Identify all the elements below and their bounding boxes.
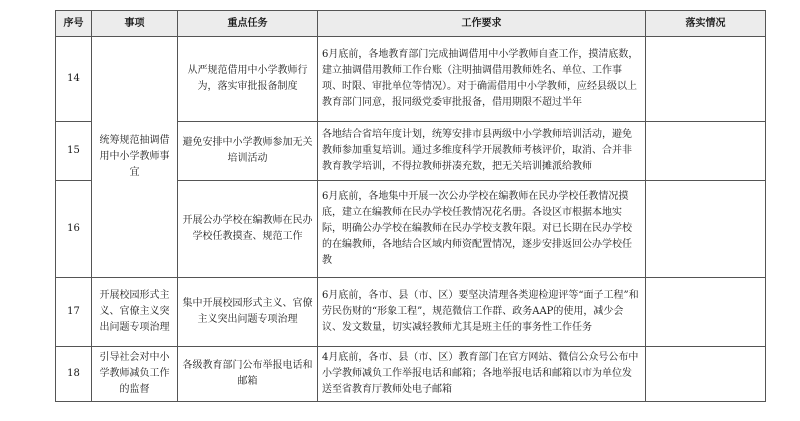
status-cell — [646, 122, 766, 181]
header-no: 序号 — [56, 11, 92, 37]
status-cell — [646, 278, 766, 347]
row-number: 18 — [56, 347, 92, 402]
row-number: 16 — [56, 181, 92, 278]
row-number: 14 — [56, 37, 92, 122]
task-cell: 避免安排中小学教师参加无关培训活动 — [178, 122, 318, 181]
task-table — [55, 10, 766, 402]
task-cell: 集中开展校园形式主义、官僚主义突出问题专项治理 — [178, 278, 318, 347]
table-row — [56, 37, 766, 122]
header-task: 重点任务 — [178, 11, 318, 37]
table-row — [56, 278, 766, 347]
item-cell: 统筹规范抽调借用中小学教师事宜 — [92, 37, 178, 278]
task-cell: 从严规范借用中小学教师行为，落实审批报备制度 — [178, 37, 318, 122]
requirement-cell: 各地结合省培年度计划，统筹安排市县两级中小学教师培训活动，避免教师参加重复培训。通过多维度科学开展教师考核评价，取消、合并非教育教学培训，不得拉教师拼凑充数，把无关培训摊派给教师 — [318, 122, 646, 181]
table-header-row — [56, 11, 766, 37]
requirement-cell: 6月底前，各市、县（市、区）要坚决清理各类迎检迎评等“面子工程”和劳民伤财的“形象工程”，规范微信工作群、政务AAP的使用，减少会议、发文数量，切实减轻教师尤其是班主任的事务性工作任务 — [318, 278, 646, 347]
requirement-cell: 6月底前，各地教育部门完成抽调借用中小学教师自查工作，摸清底数，建立抽调借用教师工作台账（注明抽调借用教师姓名、单位、工作事项、时限、审批单位等情况）。对于确需借用中小学教师，应经县级以上教育部门同意，报同级党委审批报备，借用期限不超过半年 — [318, 37, 646, 122]
header-item: 事项 — [92, 11, 178, 37]
task-cell: 各级教育部门公布举报电话和邮箱 — [178, 347, 318, 402]
requirement-cell: 6月底前，各地集中开展一次公办学校在编教师在民办学校任教情况摸底，建立在编教师在民办学校任教情况花名册。各设区市根据本地实际，明确公办学校在编教师在民办学校支教年限。对已长期在民办学校的在编教师，各地结合区域内师资配置情况，逐步安排返回公办学校任教 — [318, 181, 646, 278]
header-status: 落实情况 — [646, 11, 766, 37]
row-number: 15 — [56, 122, 92, 181]
status-cell — [646, 347, 766, 402]
header-requirement: 工作要求 — [318, 11, 646, 37]
row-number: 17 — [56, 278, 92, 347]
status-cell — [646, 181, 766, 278]
task-cell: 开展公办学校在编教师在民办学校任教摸查、规范工作 — [178, 181, 318, 278]
item-cell: 引导社会对中小学教师减负工作的监督 — [92, 347, 178, 402]
item-cell: 开展校园形式主义、官僚主义突出问题专项治理 — [92, 278, 178, 347]
status-cell — [646, 37, 766, 122]
requirement-cell: 4月底前，各市、县（市、区）教育部门在官方网站、微信公众号公布中小学教师减负工作举报电话和邮箱；各地举报电话和邮箱以市为单位发送至省教育厅教师处电子邮箱 — [318, 347, 646, 402]
table-row — [56, 347, 766, 402]
